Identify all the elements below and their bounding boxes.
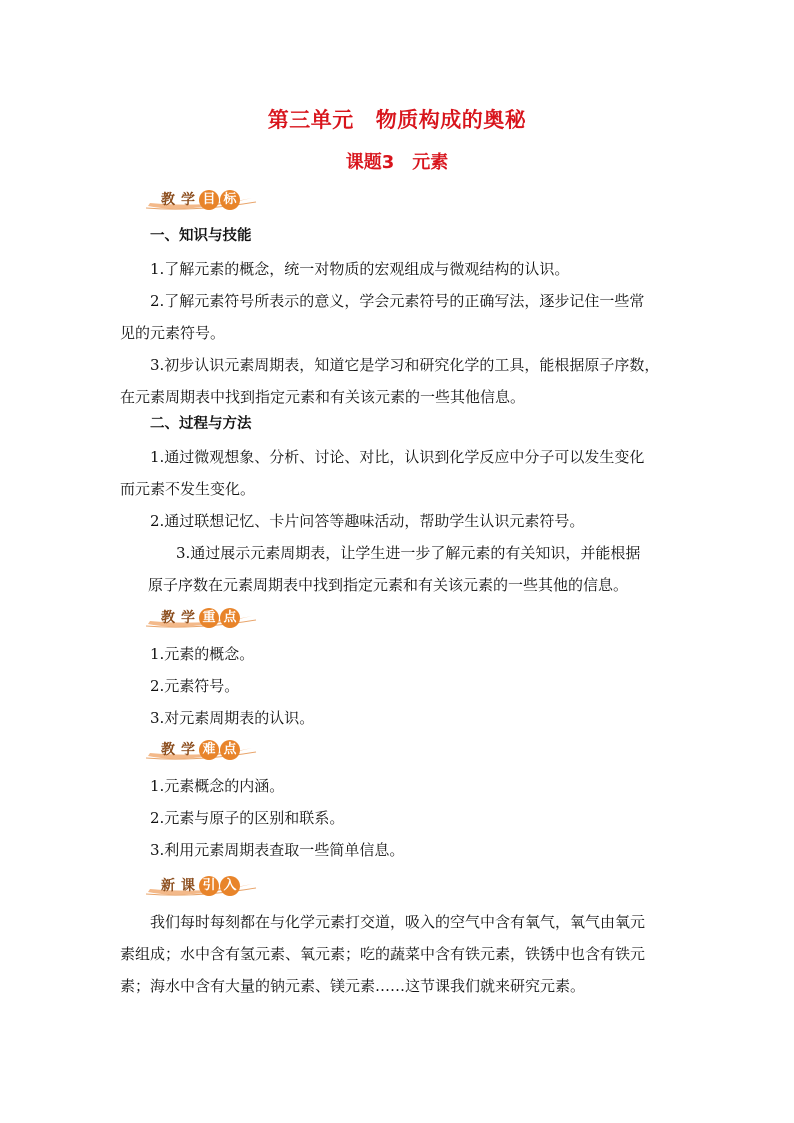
text-line: 2.元素与原子的区别和联系。 — [150, 809, 345, 827]
text-line: 素组成；水中含有氢元素、氧元素；吃的蔬菜中含有铁元素，铁锈中也含有铁元 — [120, 945, 646, 963]
badge-char-circle: 标 — [220, 190, 240, 210]
badge-char: 教 — [161, 742, 175, 758]
badge-char: 学 — [181, 742, 195, 758]
text-line: 原子序数在元素周期表中找到指定元素和有关该元素的一些其他的信息。 — [148, 576, 629, 594]
text-line: 2.了解元素符号所表示的意义，学会元素符号的正确写法，逐步记住一些常 — [150, 292, 645, 310]
text-line: 2.元素符号。 — [150, 677, 240, 695]
badge-char-circle: 引 — [199, 876, 219, 896]
lesson-title — [0, 148, 794, 174]
badge-char: 学 — [181, 610, 195, 626]
badge-introduction — [146, 874, 240, 898]
text-line: 3.初步认识元素周期表，知道它是学习和研究化学的工具，能根据原子序数， — [150, 356, 660, 374]
badge-char: 课 — [181, 878, 195, 894]
badge-objectives — [146, 188, 240, 212]
text-line: 1.通过微观想象、分析、讨论、对比，认识到化学反应中分子可以发生变化 — [150, 448, 645, 466]
badge-char: 学 — [181, 192, 195, 208]
text-line: 3.利用元素周期表查取一些简单信息。 — [150, 841, 405, 859]
text-line: 而元素不发生变化。 — [120, 480, 256, 498]
badge-char-circle: 目 — [199, 190, 219, 210]
section-heading: 二、过程与方法 — [150, 416, 252, 432]
badge-char: 新 — [161, 878, 175, 894]
badge-char-circle: 入 — [220, 876, 240, 896]
badge-key-points — [146, 606, 240, 630]
text-line: 2.通过联想记忆、卡片问答等趣味活动，帮助学生认识元素符号。 — [150, 512, 585, 530]
text-line: 在元素周期表中找到指定元素和有关该元素的一些其他信息。 — [120, 388, 526, 406]
badge-char: 教 — [161, 192, 175, 208]
badge-char-circle: 重 — [199, 608, 219, 628]
badge-char-circle: 难 — [199, 740, 219, 760]
text-line: 1.了解元素的概念，统一对物质的宏观组成与微观结构的认识。 — [150, 260, 570, 278]
badge-char-circle: 点 — [220, 740, 240, 760]
unit-number: 第三单元 — [267, 108, 354, 132]
text-line: 3.对元素周期表的认识。 — [150, 709, 315, 727]
badge-char-circle: 点 — [220, 608, 240, 628]
badge-char: 教 — [161, 610, 175, 626]
lesson-number: 课题3 — [345, 152, 395, 173]
text-line: 见的元素符号。 — [120, 324, 226, 342]
badge-difficulties — [146, 738, 240, 762]
text-line: 素；海水中含有大量的钠元素、镁元素……这节课我们就来研究元素。 — [120, 977, 586, 995]
text-line: 1.元素概念的内涵。 — [150, 777, 285, 795]
lesson-name: 元素 — [412, 152, 449, 173]
text-line: 3.通过展示元素周期表，让学生进一步了解元素的有关知识，并能根据 — [176, 544, 641, 562]
text-line: 1.元素的概念。 — [150, 645, 255, 663]
unit-title — [0, 104, 794, 134]
text-line: 我们每时每刻都在与化学元素打交道，吸入的空气中含有氧气，氧气由氧元 — [150, 913, 646, 931]
section-heading: 一、知识与技能 — [150, 228, 252, 244]
unit-name: 物质构成的奥秘 — [375, 108, 527, 132]
